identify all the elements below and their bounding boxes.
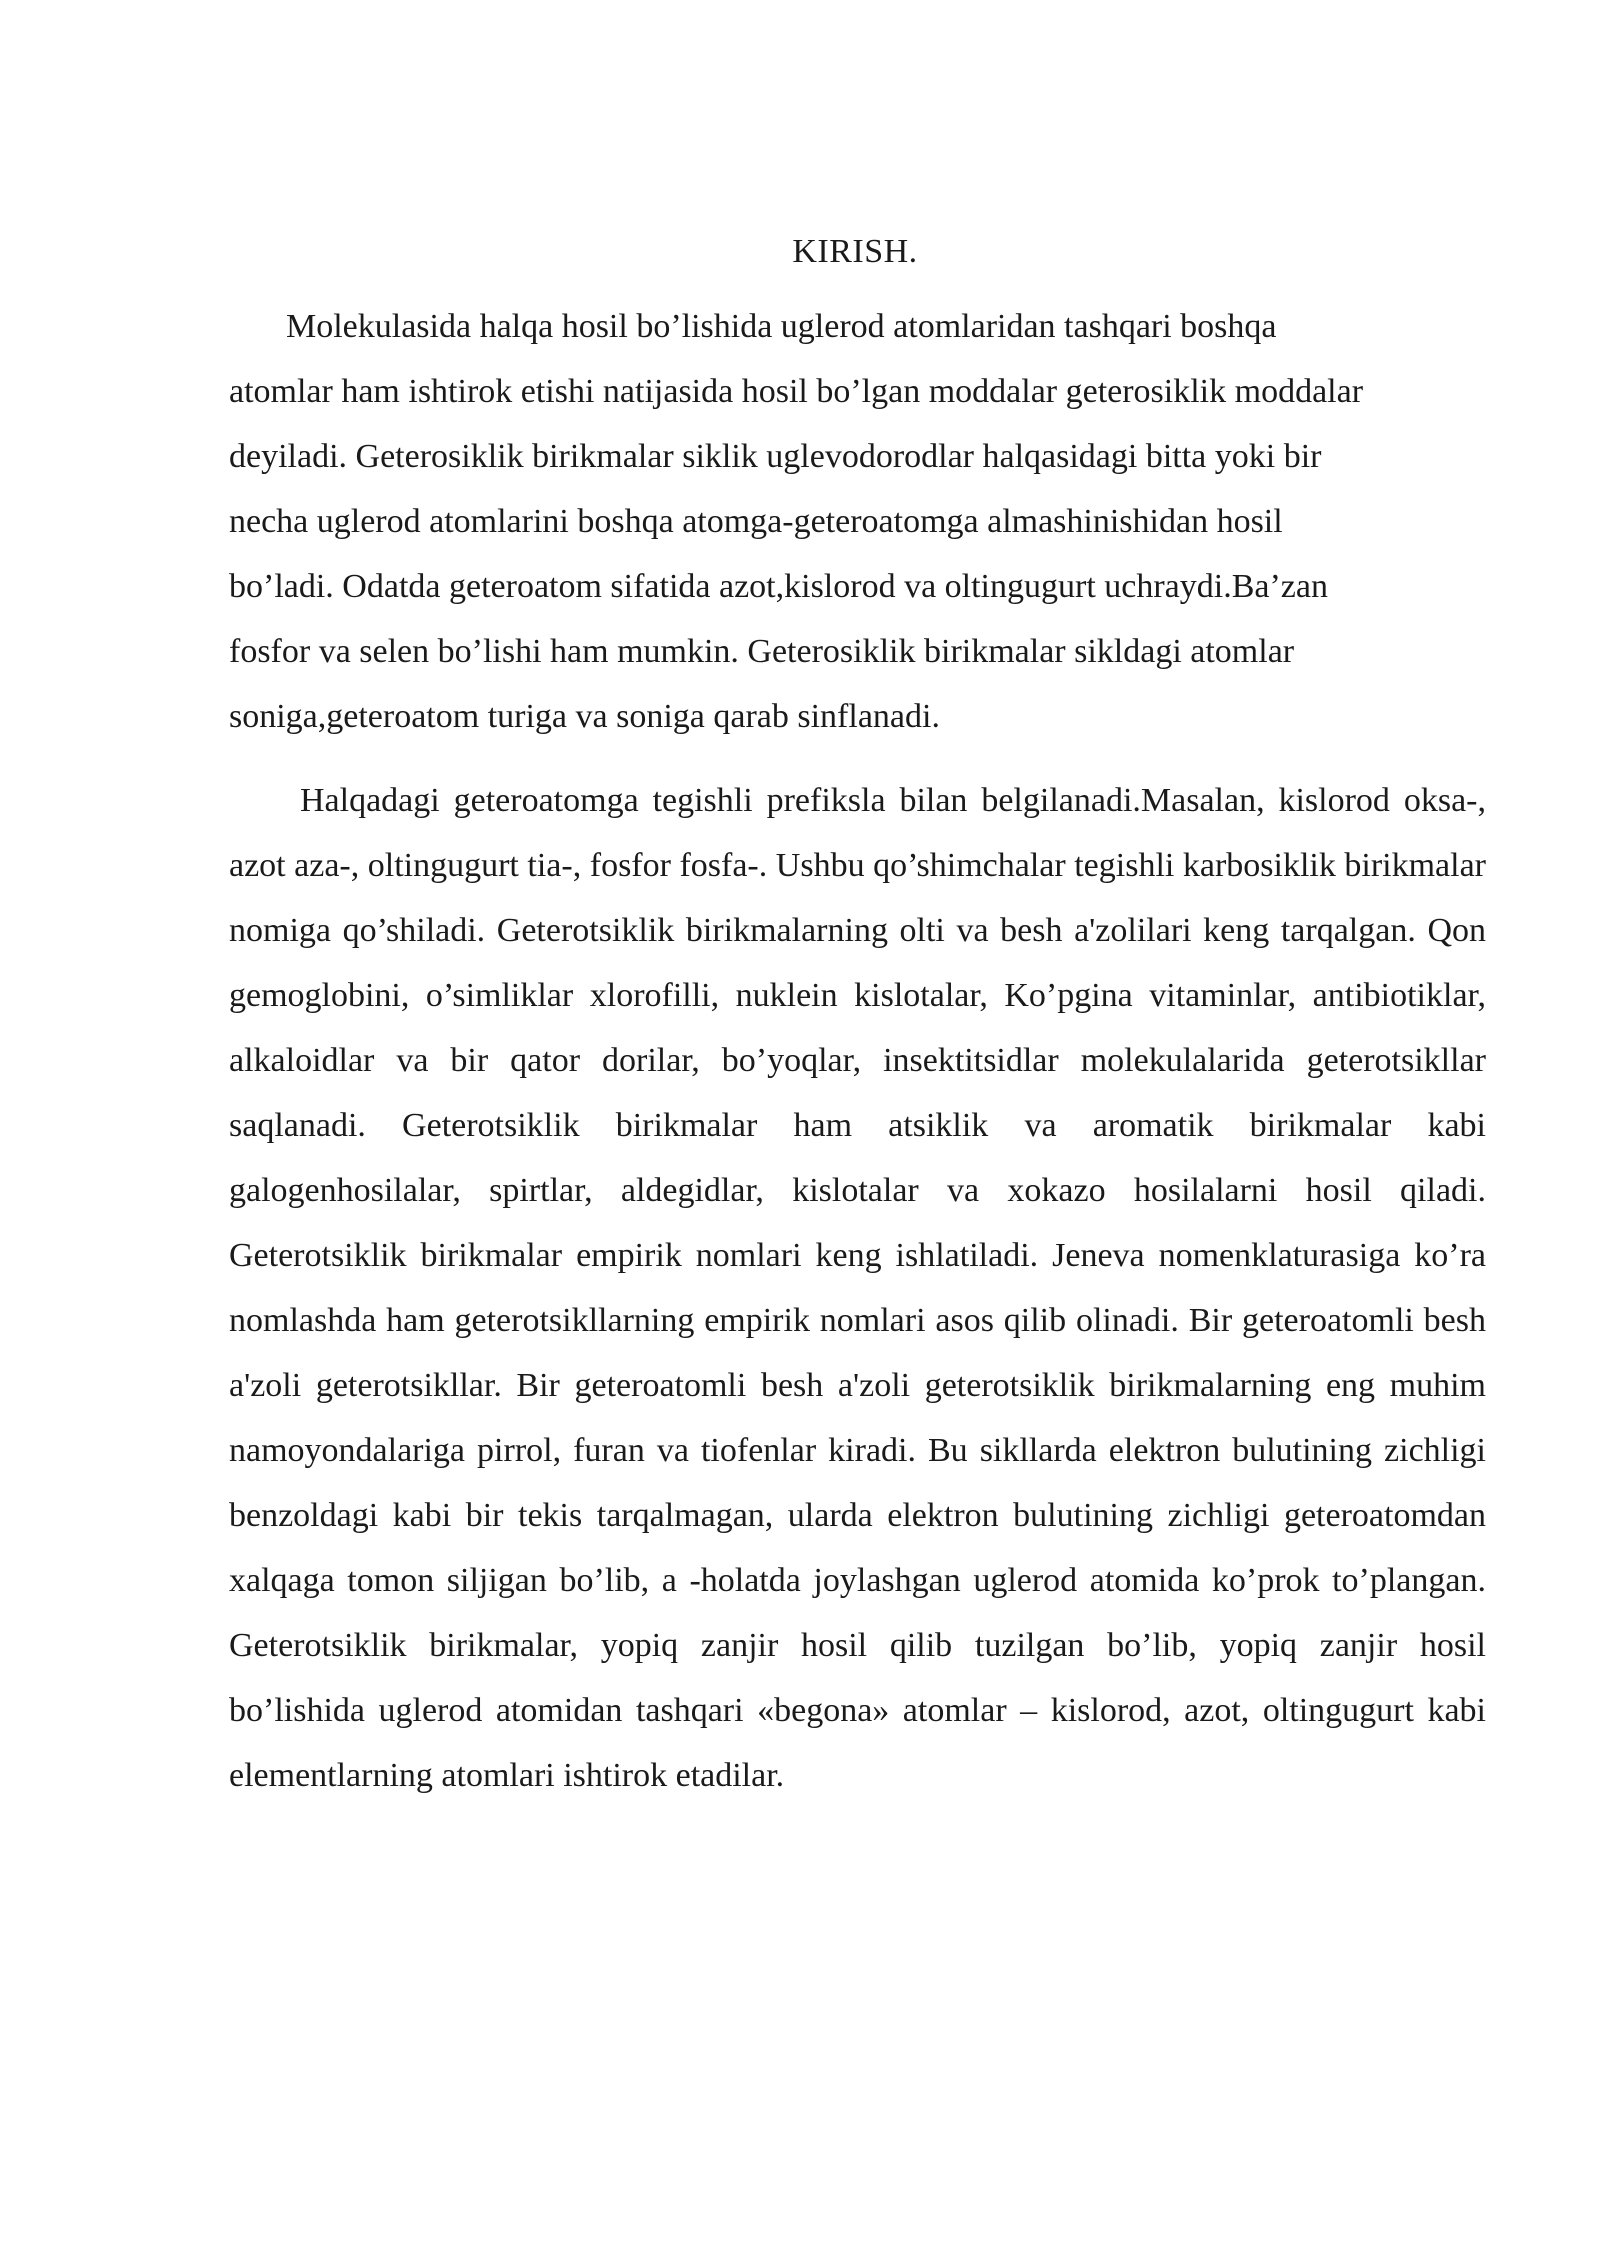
- intro-paragraph: [229, 294, 1509, 749]
- text-line: atomlar ham ishtirok etishi natijasida hosil bo’lgan moddalar geterosiklik moddalar: [229, 373, 1364, 410]
- body-paragraph: Halqadagi geteroatomga tegishli prefiksla bilan belgilanadi.Masalan, kislorod oksa-, azot aza-, oltingugurt tia-, fosfor fosfa-. Ushbu qo’shimchalar tegishli karbosiklik birikmalar nomiga qo’shiladi. Geterotsiklik birikmalarning olti va besh a'zolilari keng tarqalgan. Qon gemoglobini, o’simliklar xlorofilli, nuklein kislotalar, Ko’pgina vitaminlar, antibiotiklar, alkaloidlar va bir qator dorilar, bo’yoqlar, insektitsidlar molekulalarida geterotsikllar saqlanadi. Geterotsiklik birikmalar ham atsiklik va aromatik birikmalar kabi galogenhosilalar, spirtlar, aldegidlar, kislotalar va xokazo hosilalarni hosil qiladi. Geterotsiklik birikmalar empirik nomlari keng ishlatiladi. Jeneva nomenklaturasiga ko’ra nomlashda ham geterotsikllarning empirik nomlari asos qilib olinadi. Bir geteroatomli besh a'zoli geterotsikllar. Bir geteroatomli besh a'zoli geterotsiklik birikmalarning eng muhim namoyondalariga pirrol, furan va tiofenlar kiradi. Bu sikllarda elektron bulutining zichligi benzoldagi kabi bir tekis tarqalmagan, ularda elektron bulutining zichligi geteroatomdan xalqaga tomon siljigan bo’lib, a -holatda joylashgan uglerod atomida ko’prok to’plangan. Geterotsiklik birikmalar, yopiq zanjir hosil qilib tuzilgan bo’lib, yopiq zanjir hosil bo’lishida uglerod atomidan tashqari «begona» atomlar – kislorod, azot, oltingugurt kabi elementlarning atomlari ishtirok etadilar.: [229, 782, 1486, 1794]
- text-line: bo’ladi. Odatda geteroatom sifatida azot,kislorod va oltingugurt uchraydi.Ba’zan: [229, 568, 1328, 605]
- page-title: KIRISH.: [792, 233, 918, 270]
- text-line: necha uglerod atomlarini boshqa atomga-geteroatomga almashinishidan hosil: [229, 503, 1283, 540]
- text-line: Molekulasida halqa hosil bo’lishida uglerod atomlaridan tashqari boshqa: [286, 308, 1277, 345]
- text-line: soniga,geteroatom turiga va soniga qarab sinflanadi.: [229, 698, 940, 735]
- text-line: fosfor va selen bo’lishi ham mumkin. Geterosiklik birikmalar sikldagi atomlar: [229, 633, 1295, 670]
- text-line: deyiladi. Geterosiklik birikmalar siklik uglevodorodlar halqasidagi bitta yoki bir: [229, 438, 1322, 475]
